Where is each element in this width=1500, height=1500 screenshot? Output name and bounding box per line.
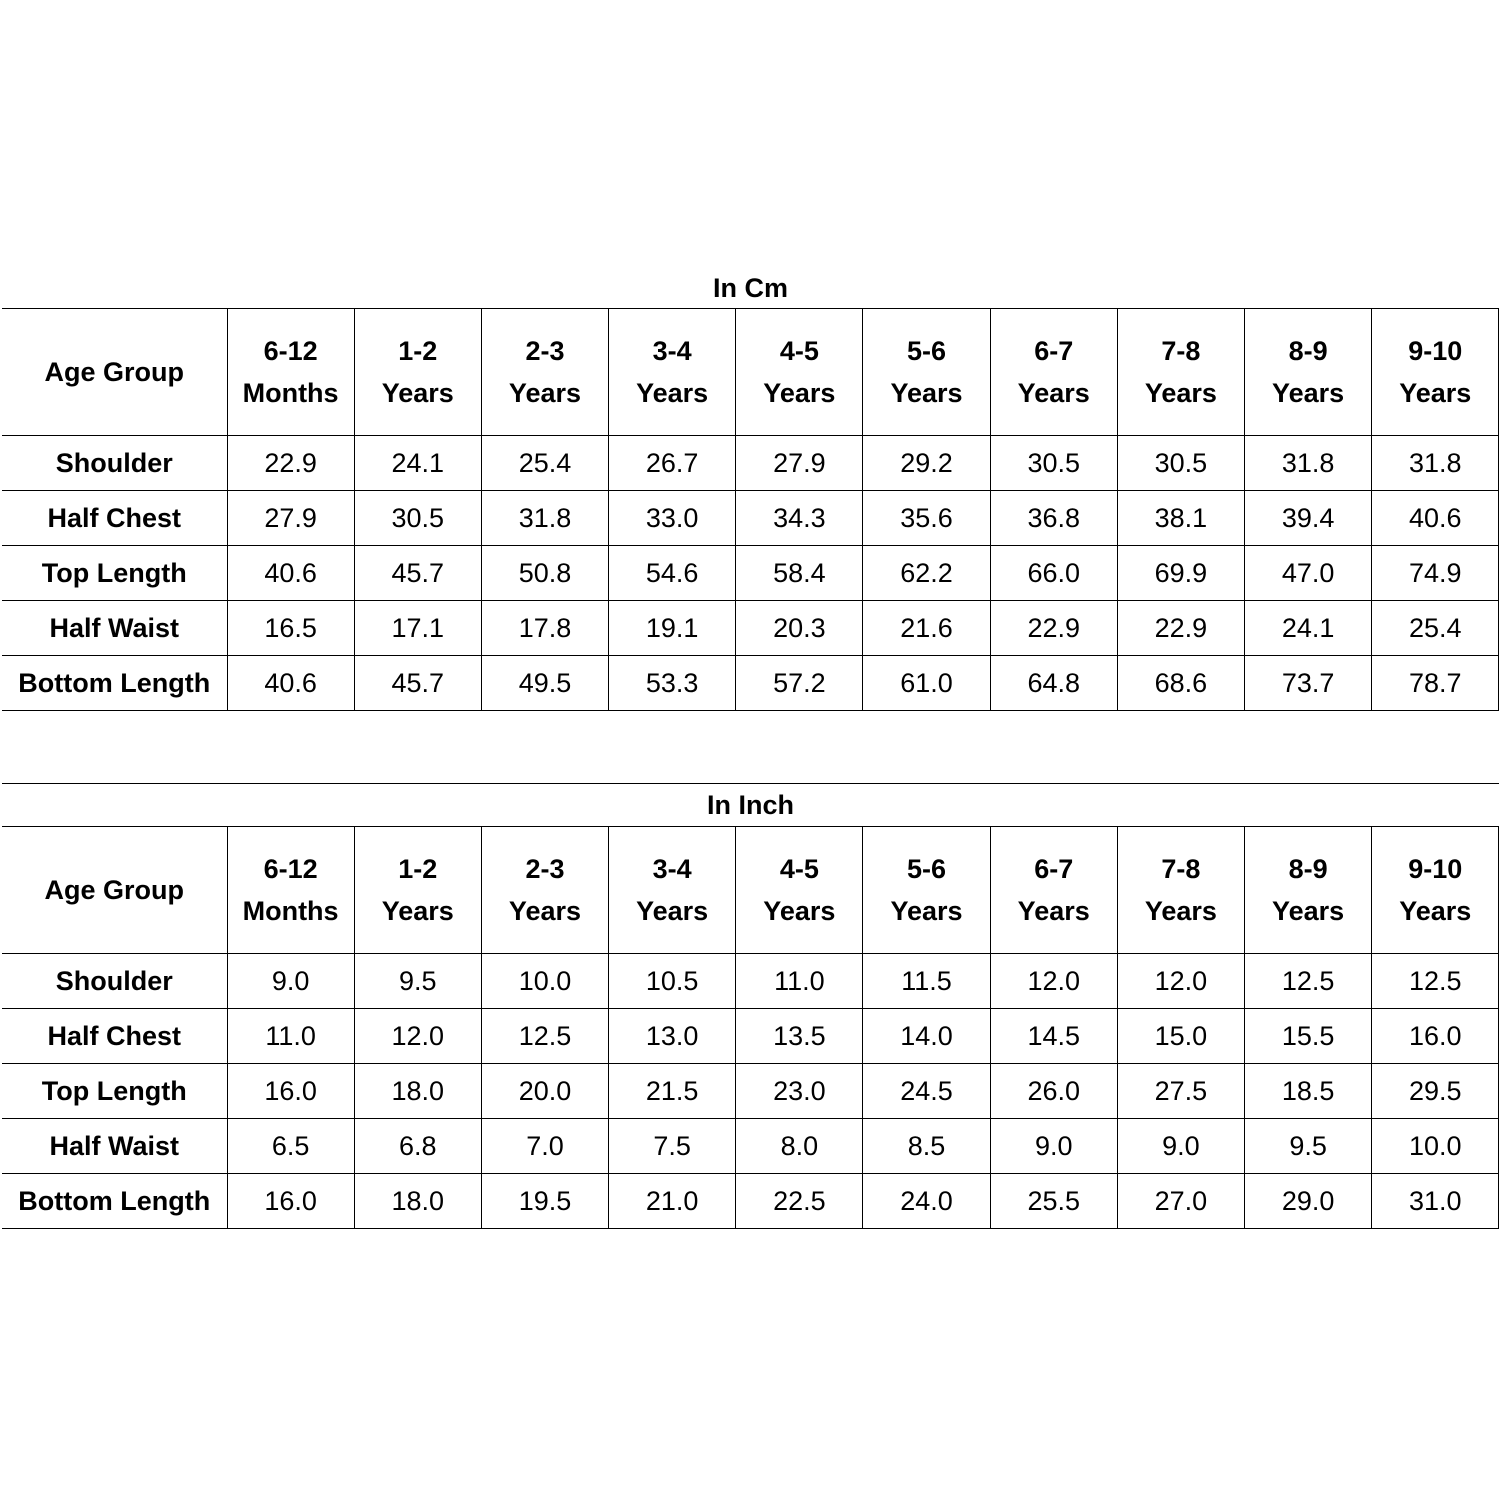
measurement-value: 20.3	[736, 601, 863, 656]
measurement-value: 9.0	[227, 954, 354, 1009]
measurement-value: 40.6	[1372, 491, 1499, 546]
measurement-value: 53.3	[609, 656, 736, 711]
measurement-value: 24.1	[1245, 601, 1372, 656]
measurement-value: 40.6	[227, 656, 354, 711]
measurement-value: 35.6	[863, 491, 990, 546]
age-range: 7-8	[1161, 336, 1201, 366]
age-range: 4-5	[779, 336, 819, 366]
measurement-value: 17.8	[481, 601, 608, 656]
age-range: 6-7	[1034, 854, 1074, 884]
measurement-value: 12.5	[481, 1009, 608, 1064]
age-unit: Years	[890, 896, 963, 926]
age-column-header	[481, 827, 608, 954]
measurement-value: 9.0	[1117, 1119, 1244, 1174]
age-column-header	[1372, 827, 1499, 954]
measurement-label: Top Length	[2, 1064, 227, 1119]
measurement-value: 39.4	[1245, 491, 1372, 546]
age-unit: Years	[763, 378, 836, 408]
age-unit: Years	[763, 896, 836, 926]
measurement-value: 14.0	[863, 1009, 990, 1064]
measurement-value: 66.0	[990, 546, 1117, 601]
age-unit: Years	[1144, 378, 1217, 408]
measurement-value: 38.1	[1117, 491, 1244, 546]
age-column-header	[227, 309, 354, 436]
measurement-value: 17.1	[354, 601, 481, 656]
measurement-value: 31.8	[1372, 436, 1499, 491]
measurement-value: 25.4	[481, 436, 608, 491]
measurement-value: 12.5	[1372, 954, 1499, 1009]
age-column-header	[1245, 309, 1372, 436]
age-range: 6-12	[263, 854, 318, 884]
age-column-header	[990, 827, 1117, 954]
measurement-value: 16.0	[1372, 1009, 1499, 1064]
measurement-value: 23.0	[736, 1064, 863, 1119]
measurement-value: 8.0	[736, 1119, 863, 1174]
age-range: 5-6	[907, 336, 947, 366]
measurement-value: 54.6	[609, 546, 736, 601]
age-column-header	[1117, 827, 1244, 954]
table-row	[2, 546, 1499, 601]
measurement-value: 21.5	[609, 1064, 736, 1119]
measurement-value: 27.9	[736, 436, 863, 491]
age-unit: Years	[636, 378, 709, 408]
age-column-header	[1117, 309, 1244, 436]
table-row	[2, 1064, 1499, 1119]
measurement-value: 26.7	[609, 436, 736, 491]
age-range: 5-6	[907, 854, 947, 884]
measurement-value: 62.2	[863, 546, 990, 601]
table-row	[2, 491, 1499, 546]
age-range: 2-3	[525, 854, 565, 884]
age-unit: Years	[1272, 896, 1345, 926]
age-column-header	[481, 309, 608, 436]
age-unit: Years	[636, 896, 709, 926]
measurement-label: Shoulder	[2, 954, 227, 1009]
measurement-value: 45.7	[354, 546, 481, 601]
measurement-value: 74.9	[1372, 546, 1499, 601]
measurement-value: 30.5	[990, 436, 1117, 491]
age-column-header	[354, 309, 481, 436]
age-unit: Years	[1144, 896, 1217, 926]
age-column-header	[609, 827, 736, 954]
measurement-value: 47.0	[1245, 546, 1372, 601]
measurement-value: 10.0	[1372, 1119, 1499, 1174]
age-column-header	[609, 309, 736, 436]
table-row	[2, 1119, 1499, 1174]
measurement-value: 40.6	[227, 546, 354, 601]
table-title-inch: In Inch	[707, 790, 794, 820]
measurement-value: 64.8	[990, 656, 1117, 711]
measurement-value: 25.5	[990, 1174, 1117, 1229]
table-row	[2, 1174, 1499, 1229]
age-column-header	[990, 309, 1117, 436]
measurement-value: 24.0	[863, 1174, 990, 1229]
age-unit: Years	[381, 378, 454, 408]
measurement-value: 29.2	[863, 436, 990, 491]
measurement-value: 9.5	[354, 954, 481, 1009]
measurement-value: 27.5	[1117, 1064, 1244, 1119]
measurement-value: 73.7	[1245, 656, 1372, 711]
size-table-inch	[2, 826, 1499, 1229]
age-range: 8-9	[1288, 336, 1328, 366]
measurement-value: 68.6	[1117, 656, 1244, 711]
measurement-value: 49.5	[481, 656, 608, 711]
table-row	[2, 601, 1499, 656]
measurement-value: 15.5	[1245, 1009, 1372, 1064]
measurement-value: 22.5	[736, 1174, 863, 1229]
measurement-value: 9.5	[1245, 1119, 1372, 1174]
age-unit: Years	[1272, 378, 1345, 408]
measurement-value: 9.0	[990, 1119, 1117, 1174]
table-row	[2, 656, 1499, 711]
measurement-value: 22.9	[227, 436, 354, 491]
measurement-value: 30.5	[1117, 436, 1244, 491]
measurement-value: 6.5	[227, 1119, 354, 1174]
age-column-header	[736, 827, 863, 954]
measurement-value: 12.0	[354, 1009, 481, 1064]
measurement-label: Half Chest	[2, 1009, 227, 1064]
age-range: 6-12	[263, 336, 318, 366]
age-range: 8-9	[1288, 854, 1328, 884]
age-unit: Years	[508, 378, 581, 408]
age-column-header	[1245, 827, 1372, 954]
age-range: 7-8	[1161, 854, 1201, 884]
measurement-value: 19.5	[481, 1174, 608, 1229]
measurement-value: 31.0	[1372, 1174, 1499, 1229]
measurement-value: 34.3	[736, 491, 863, 546]
measurement-value: 21.6	[863, 601, 990, 656]
measurement-value: 6.8	[354, 1119, 481, 1174]
measurement-value: 33.0	[609, 491, 736, 546]
measurement-label: Bottom Length	[2, 1174, 227, 1229]
measurement-value: 27.9	[227, 491, 354, 546]
measurement-value: 19.1	[609, 601, 736, 656]
age-range: 9-10	[1408, 336, 1463, 366]
measurement-value: 25.4	[1372, 601, 1499, 656]
age-group-header: Age Group	[2, 309, 227, 436]
age-column-header	[354, 827, 481, 954]
measurement-value: 22.9	[990, 601, 1117, 656]
age-range: 2-3	[525, 336, 565, 366]
age-range: 9-10	[1408, 854, 1463, 884]
age-unit: Years	[381, 896, 454, 926]
age-unit: Years	[890, 378, 963, 408]
measurement-value: 20.0	[481, 1064, 608, 1119]
measurement-value: 12.0	[1117, 954, 1244, 1009]
measurement-value: 11.0	[227, 1009, 354, 1064]
measurement-value: 69.9	[1117, 546, 1244, 601]
size-chart-cm	[2, 268, 1499, 711]
measurement-value: 31.8	[481, 491, 608, 546]
measurement-label: Half Waist	[2, 601, 227, 656]
age-unit: Years	[1399, 378, 1472, 408]
measurement-value: 18.0	[354, 1174, 481, 1229]
table-row	[2, 954, 1499, 1009]
measurement-value: 61.0	[863, 656, 990, 711]
measurement-label: Top Length	[2, 546, 227, 601]
measurement-value: 21.0	[609, 1174, 736, 1229]
measurement-value: 7.0	[481, 1119, 608, 1174]
age-column-header	[227, 827, 354, 954]
age-unit: Years	[1399, 896, 1472, 926]
measurement-value: 24.5	[863, 1064, 990, 1119]
measurement-value: 12.0	[990, 954, 1117, 1009]
measurement-value: 29.0	[1245, 1174, 1372, 1229]
measurement-value: 16.0	[227, 1174, 354, 1229]
measurement-value: 11.0	[736, 954, 863, 1009]
size-chart-inch	[2, 783, 1499, 1229]
measurement-value: 27.0	[1117, 1174, 1244, 1229]
measurement-value: 36.8	[990, 491, 1117, 546]
measurement-value: 13.0	[609, 1009, 736, 1064]
table-row	[2, 1009, 1499, 1064]
measurement-value: 15.0	[1117, 1009, 1244, 1064]
header-row	[2, 827, 1499, 954]
measurement-value: 57.2	[736, 656, 863, 711]
age-unit: Months	[242, 896, 339, 926]
measurement-value: 10.5	[609, 954, 736, 1009]
measurement-value: 29.5	[1372, 1064, 1499, 1119]
measurement-value: 31.8	[1245, 436, 1372, 491]
measurement-value: 16.5	[227, 601, 354, 656]
age-range: 3-4	[652, 336, 692, 366]
measurement-value: 50.8	[481, 546, 608, 601]
age-range: 1-2	[398, 336, 438, 366]
size-table-cm	[2, 308, 1499, 711]
measurement-value: 13.5	[736, 1009, 863, 1064]
measurement-value: 58.4	[736, 546, 863, 601]
measurement-value: 22.9	[1117, 601, 1244, 656]
age-column-header	[736, 309, 863, 436]
measurement-value: 14.5	[990, 1009, 1117, 1064]
age-range: 3-4	[652, 854, 692, 884]
measurement-value: 8.5	[863, 1119, 990, 1174]
table-row	[2, 436, 1499, 491]
measurement-value: 18.0	[354, 1064, 481, 1119]
measurement-value: 10.0	[481, 954, 608, 1009]
measurement-value: 26.0	[990, 1064, 1117, 1119]
measurement-label: Half Waist	[2, 1119, 227, 1174]
age-column-header	[1372, 309, 1499, 436]
measurement-value: 24.1	[354, 436, 481, 491]
header-row	[2, 309, 1499, 436]
measurement-value: 7.5	[609, 1119, 736, 1174]
measurement-label: Half Chest	[2, 491, 227, 546]
age-range: 4-5	[779, 854, 819, 884]
measurement-label: Shoulder	[2, 436, 227, 491]
age-group-header: Age Group	[2, 827, 227, 954]
age-unit: Years	[508, 896, 581, 926]
age-column-header	[863, 827, 990, 954]
age-unit: Years	[1017, 896, 1090, 926]
age-unit: Years	[1017, 378, 1090, 408]
measurement-value: 11.5	[863, 954, 990, 1009]
measurement-label: Bottom Length	[2, 656, 227, 711]
measurement-value: 18.5	[1245, 1064, 1372, 1119]
measurement-value: 30.5	[354, 491, 481, 546]
measurement-value: 16.0	[227, 1064, 354, 1119]
table-title-cm: In Cm	[712, 273, 788, 303]
measurement-value: 45.7	[354, 656, 481, 711]
age-range: 6-7	[1034, 336, 1074, 366]
age-column-header	[863, 309, 990, 436]
age-range: 1-2	[398, 854, 438, 884]
measurement-value: 78.7	[1372, 656, 1499, 711]
measurement-value: 12.5	[1245, 954, 1372, 1009]
age-unit: Months	[242, 378, 339, 408]
